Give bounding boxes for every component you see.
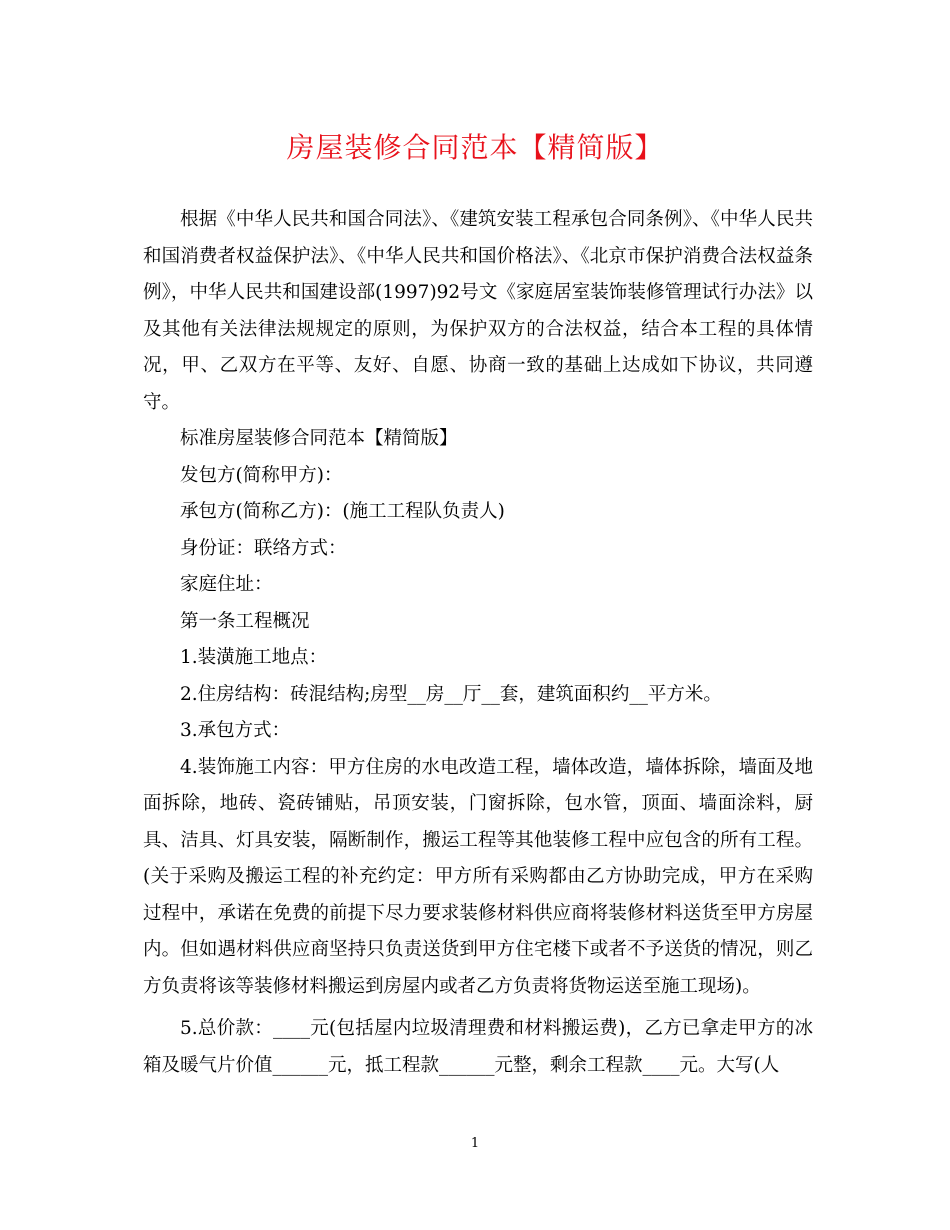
clause-1-location: 1.装潢施工地点：: [180, 647, 328, 668]
home-address-line: 家庭住址：: [180, 574, 273, 595]
document-title: 房屋装修合同范本【精简版】: [286, 131, 664, 164]
party-a-line: 发包方(简称甲方)：: [180, 464, 343, 486]
article-1-heading: 第一条工程概况: [180, 610, 310, 632]
clause-3-contract-method: 3.承包方式：: [180, 720, 291, 741]
id-contact-line: 身份证：联络方式：: [180, 537, 347, 559]
clause-2-structure: 2.住房结构：砖混结构;房型__房__厅__套，建筑面积约__平方米。: [180, 683, 722, 705]
clause-5-total-price: 5.总价款：____元(包括屋内垃圾清理费和材料搬运费)，乙方已拿走甲方的冰箱及暖气片价值______元，抵工程款______元整，剩余工程款____元。大写(人: [143, 1018, 813, 1076]
clause-4-scope: 4.装饰施工内容：甲方住房的水电改造工程，墙体改造，墙体拆除，墙面及地面拆除，地砖、瓷砖铺贴，吊顶安装，门窗拆除，包水管，顶面、墙面涂料，厨具、洁具、灯具安装，隔断制作，搬运工程等其他装修工程中应包含的所有工程。(关于采购及搬运工程的补充约定：甲方所有采购都由乙方协助完成，甲方在采购过程中，承诺在免费的前提下尽力要求装修材料供应商将装修材料送货至甲方房屋内。但如遇材料供应商坚持只负责送货到甲方住宅楼下或者不予送货的情况，则乙方负责将该等装修材料搬运到房屋内或者乙方负责将货物运送至施工现场)。: [143, 756, 813, 997]
document-body: [143, 202, 813, 1084]
contract-subtitle: 标准房屋装修合同范本【精简版】: [180, 428, 458, 449]
party-b-line: 承包方(简称乙方)：(施工工程队负责人): [180, 501, 505, 522]
preamble-paragraph: 根据《中华人民共和国合同法》、《建筑安装工程承包合同条例》、《中华人民共和国消费者权益保护法》、《中华人民共和国价格法》、《北京市保护消费合法权益条例》，中华人民共和国建设部(1997)92号文《家庭居室装饰装修管理试行办法》以及其他有关法律法规规定的原则，为保护双方的合法权益，结合本工程的具体情况，甲、乙双方在平等、友好、自愿、协商一致的基础上达成如下协议，共同遵守。: [143, 209, 813, 413]
page-number: 1: [470, 1136, 480, 1151]
